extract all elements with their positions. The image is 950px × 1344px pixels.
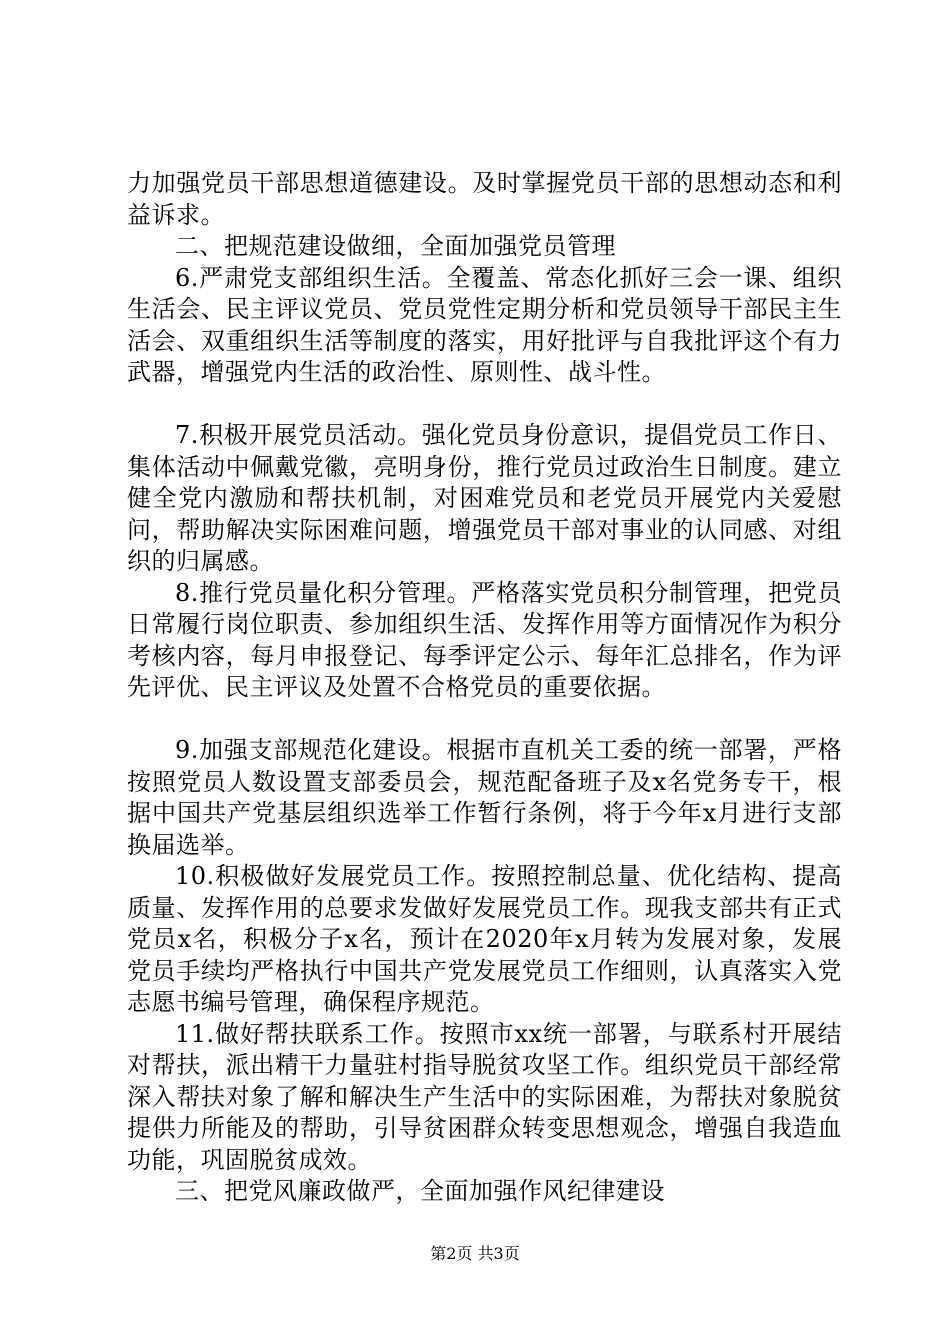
paragraph-item-6: 6.严肃党支部组织生活。全覆盖、常态化抓好三会一课、组织生活会、民主评议党员、党员党性定期分析和党员领导干部民主生活会、双重组织生活等制度的落实，用好批评与自我批评这个有力武器，增强党内生活的政治性、原则性、战斗性。 (127, 263, 842, 386)
paragraph-item-10: 10.积极做好发展党员工作。按照控制总量、优化结构、提高质量、发挥作用的总要求发做好发展党员工作。现我支部共有正式党员x名，积极分子x名，预计在2020年x月转为发展对象，发展党员手续均严格执行中国共产党发展党员工作细则，认真落实入党志愿书编号管理，确保程序规范。 (127, 862, 842, 1016)
paragraph-item-11: 11.做好帮扶联系工作。按照市xx统一部署，与联系村开展结对帮扶，派出精干力量驻村指导脱贫攻坚工作。组织党员干部经常深入帮扶对象了解和解决生产生活中的实际困难，为帮扶对象脱贫提供力所能及的帮助，引导贫困群众转变思想观念，增强自我造血功能，巩固脱贫成效。 (127, 1019, 842, 1174)
paragraph-continuation: 力加强党员干部思想道德建设。及时掌握党员干部的思想动态和利益诉求。 (127, 169, 842, 229)
paragraph-item-9: 9.加强支部规范化建设。根据市直机关工委的统一部署，严格按照党员人数设置支部委员会，规范配备班子及x名党务专干，根据中国共产党基层组织选举工作暂行条例，将于今年x月进行支部换届选举。 (127, 736, 842, 859)
section-heading-3: 三、把党风廉政做严，全面加强作风纪律建设 (175, 1177, 665, 1205)
paragraph-item-8: 8.推行党员量化积分管理。严格落实党员积分制管理，把党员日常履行岗位职责、参加组织生活、发挥作用等方面情况作为积分考核内容，每月申报登记、每季评定公示、每年汇总排名，作为评先评优、民主评议及处置不合格党员的重要依据。 (127, 578, 842, 701)
page-footer: 第2页 共3页 (430, 1244, 520, 1263)
document-body (127, 168, 842, 1208)
paragraph-item-7: 7.积极开展党员活动。强化党员身份意识，提倡党员工作日、集体活动中佩戴党徽，亮明身份，推行党员过政治生日制度。建立健全党内激励和帮扶机制，对困难党员和老党员开展党内关爱慰问，帮助解决实际困难问题，增强党员干部对事业的认同感、对组织的归属感。 (127, 421, 842, 575)
section-heading-2: 二、把规范建设做细，全面加强党员管理 (175, 232, 616, 260)
